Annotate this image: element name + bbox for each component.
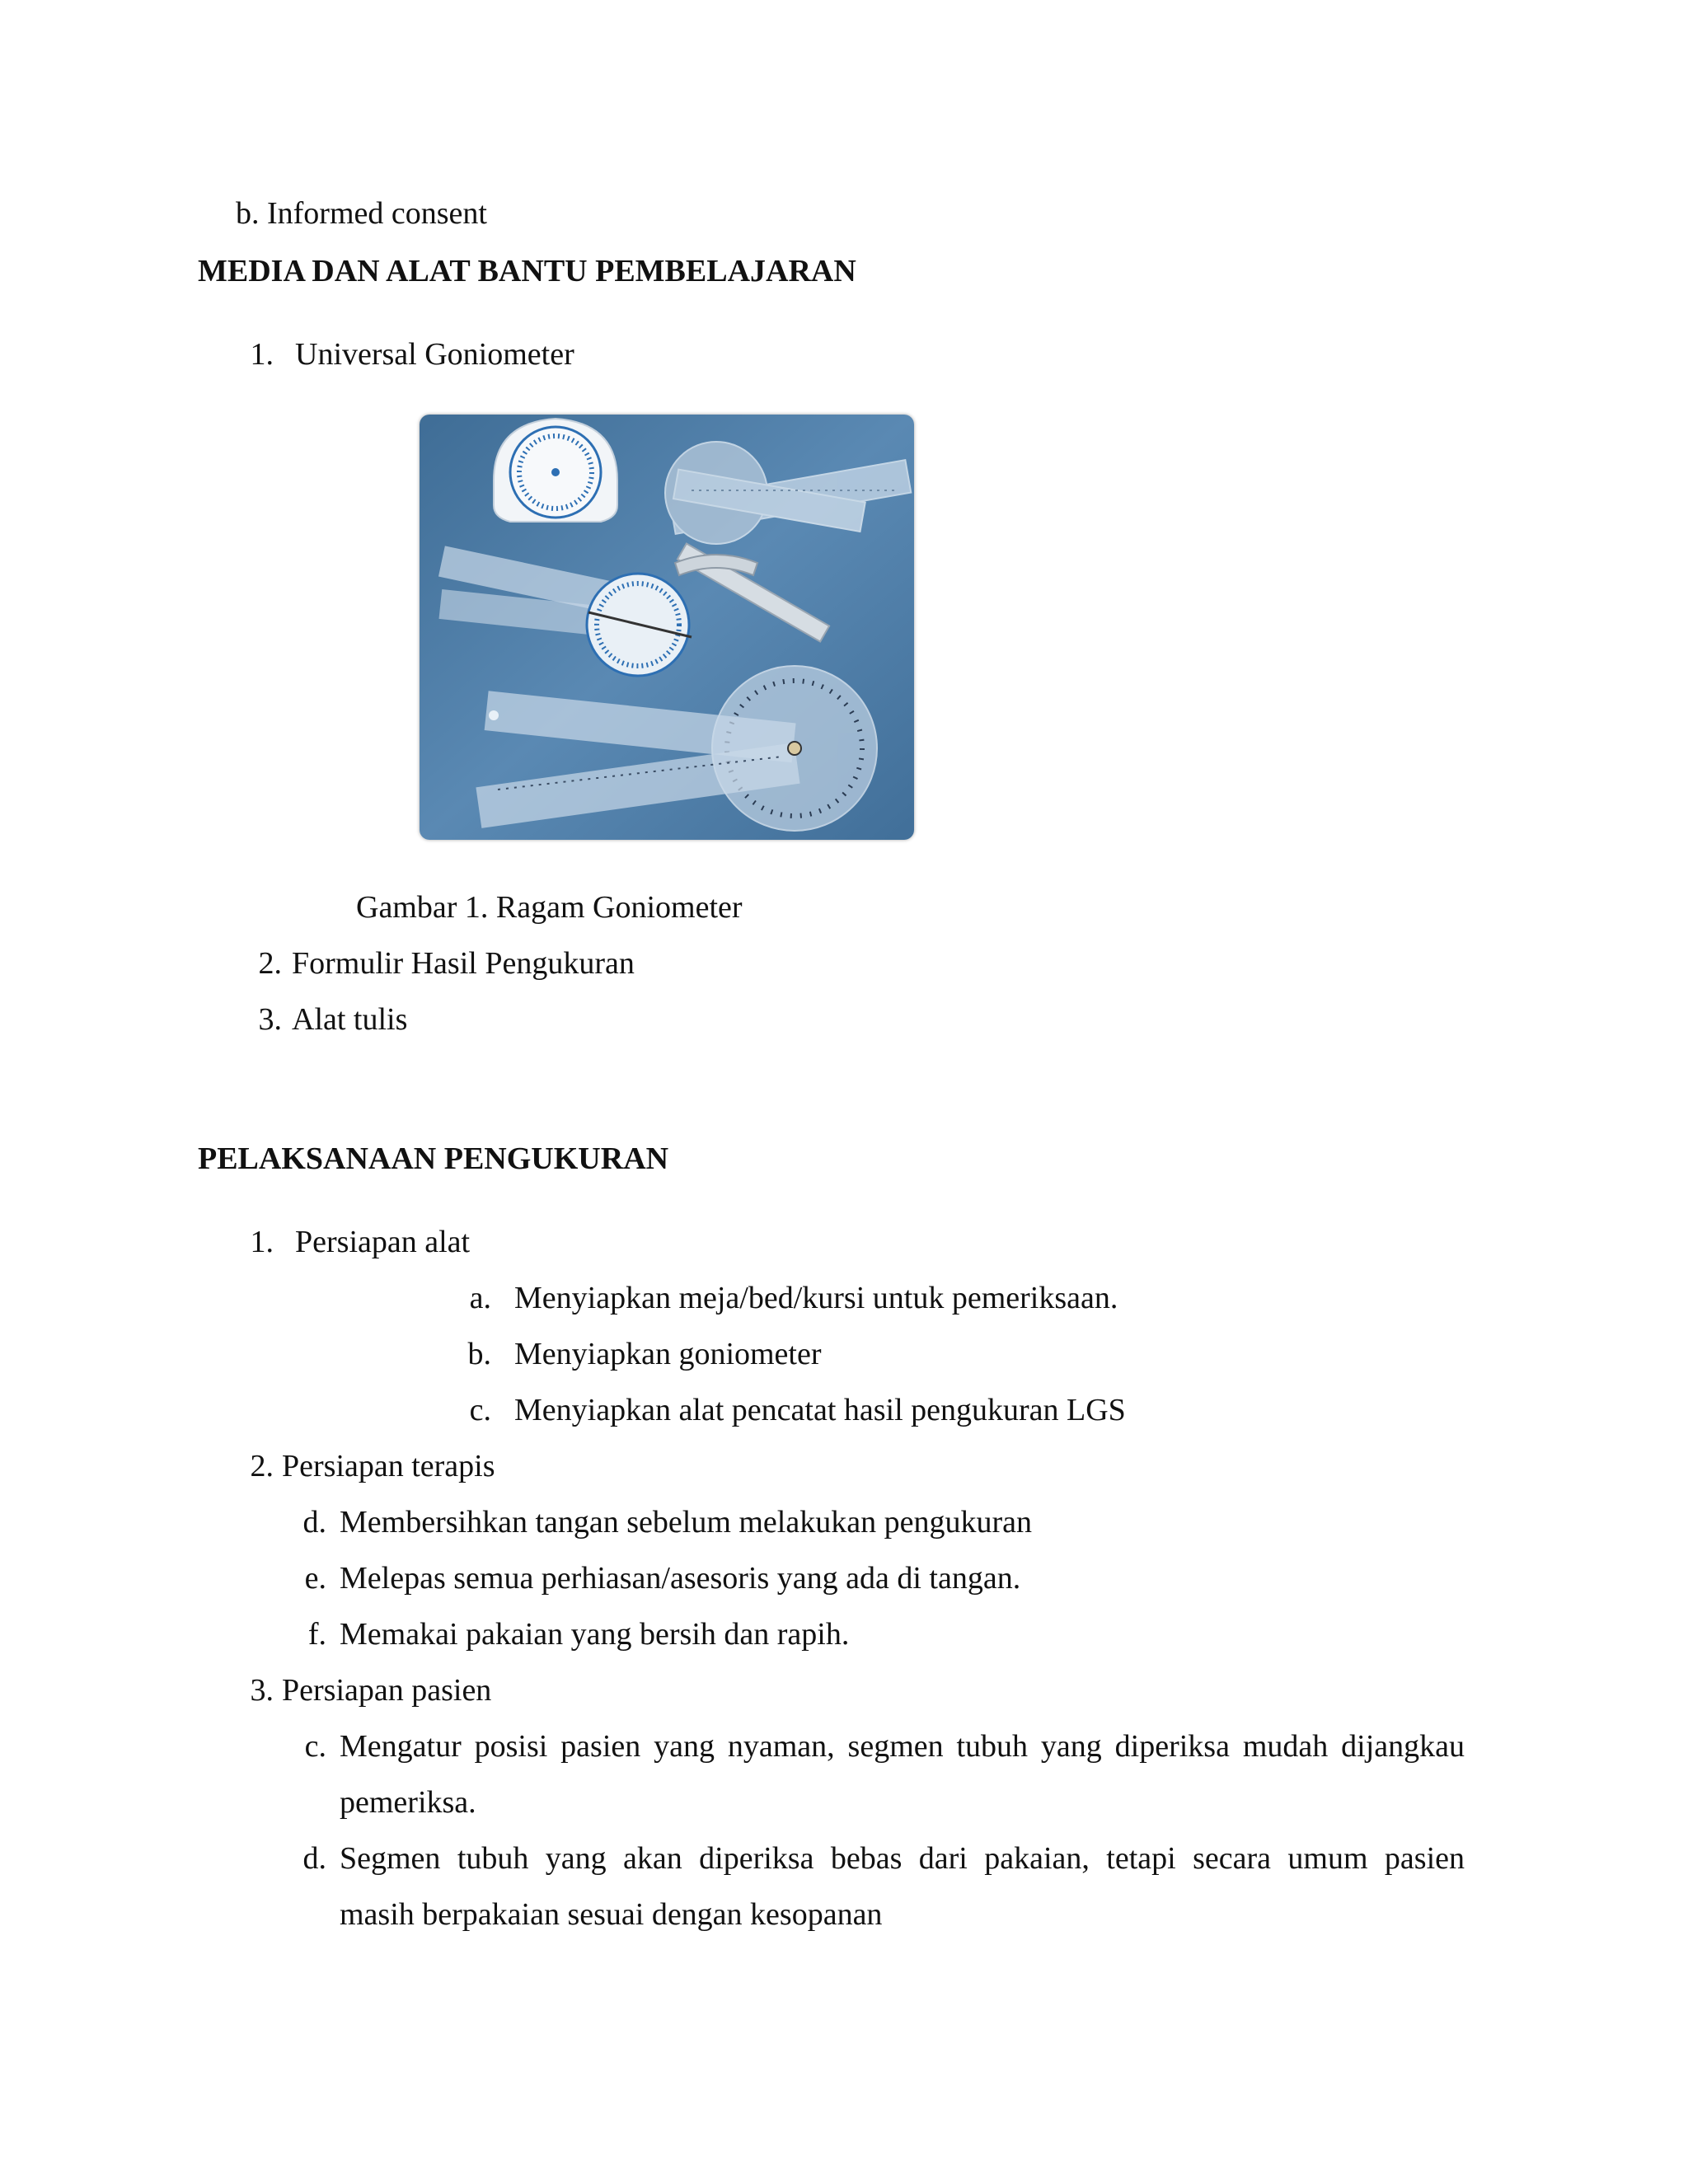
section-heading-media: MEDIA DAN ALAT BANTU PEMBELAJARAN [198,254,856,288]
section-heading-pelaksanaan: PELAKSANAAN PENGUKURAN [198,1141,669,1176]
list-item-formulir: Formulir Hasil Pengukuran [292,946,635,981]
list-letter: e. [304,1561,326,1596]
list-item: Menyiapkan meja/bed/kursi untuk pemeriksaan. [514,1281,1118,1315]
list-item: Memakai pakaian yang bersih dan rapih. [340,1617,850,1652]
list-item-line: Mengatur posisi pasien yang nyaman, segmen tubuh yang diperiksa mudah dijangkau [340,1729,1465,1764]
figure-caption: Gambar 1. Ragam Goniometer [356,890,743,925]
goniometer-photo [420,415,914,840]
finger-goniometer [494,419,617,522]
group-title-persiapan-alat: Persiapan alat [295,1225,471,1259]
intro-item: b. Informed consent [236,196,487,231]
list-letter: c. [469,1393,491,1427]
list-number: 2. [258,946,282,981]
list-item: Menyiapkan goniometer [514,1337,822,1371]
list-item-universal-goniometer: Universal Goniometer [295,337,574,372]
list-item-alat-tulis: Alat tulis [292,1002,408,1037]
list-letter: a. [469,1281,491,1315]
list-letter: d. [302,1841,326,1876]
list-number: 1. [250,337,274,372]
list-letter: f. [307,1617,326,1652]
list-letter: b. [467,1337,491,1371]
list-number: 2. [250,1449,274,1483]
list-item: Menyiapkan alat pencatat hasil pengukuran LGS [514,1393,1126,1427]
list-item: Melepas semua perhiasan/asesoris yang ada di tangan. [340,1561,1021,1596]
list-number: 3. [250,1673,274,1708]
list-item-line: masih berpakaian sesuai dengan kesopanan [340,1897,883,1932]
list-item: Membersihkan tangan sebelum melakukan pengukuran [340,1505,1032,1540]
list-item-line: Segmen tubuh yang akan diperiksa bebas dari pakaian, tetapi secara umum pasien [340,1841,1465,1876]
group-title-persiapan-terapis: Persiapan terapis [282,1449,495,1483]
list-letter: c. [304,1729,326,1764]
group-title-persiapan-pasien: Persiapan pasien [282,1673,492,1708]
list-letter: d. [302,1505,326,1540]
list-number: 1. [250,1225,274,1259]
list-number: 3. [258,1002,282,1037]
list-item-line: pemeriksa. [340,1785,476,1820]
